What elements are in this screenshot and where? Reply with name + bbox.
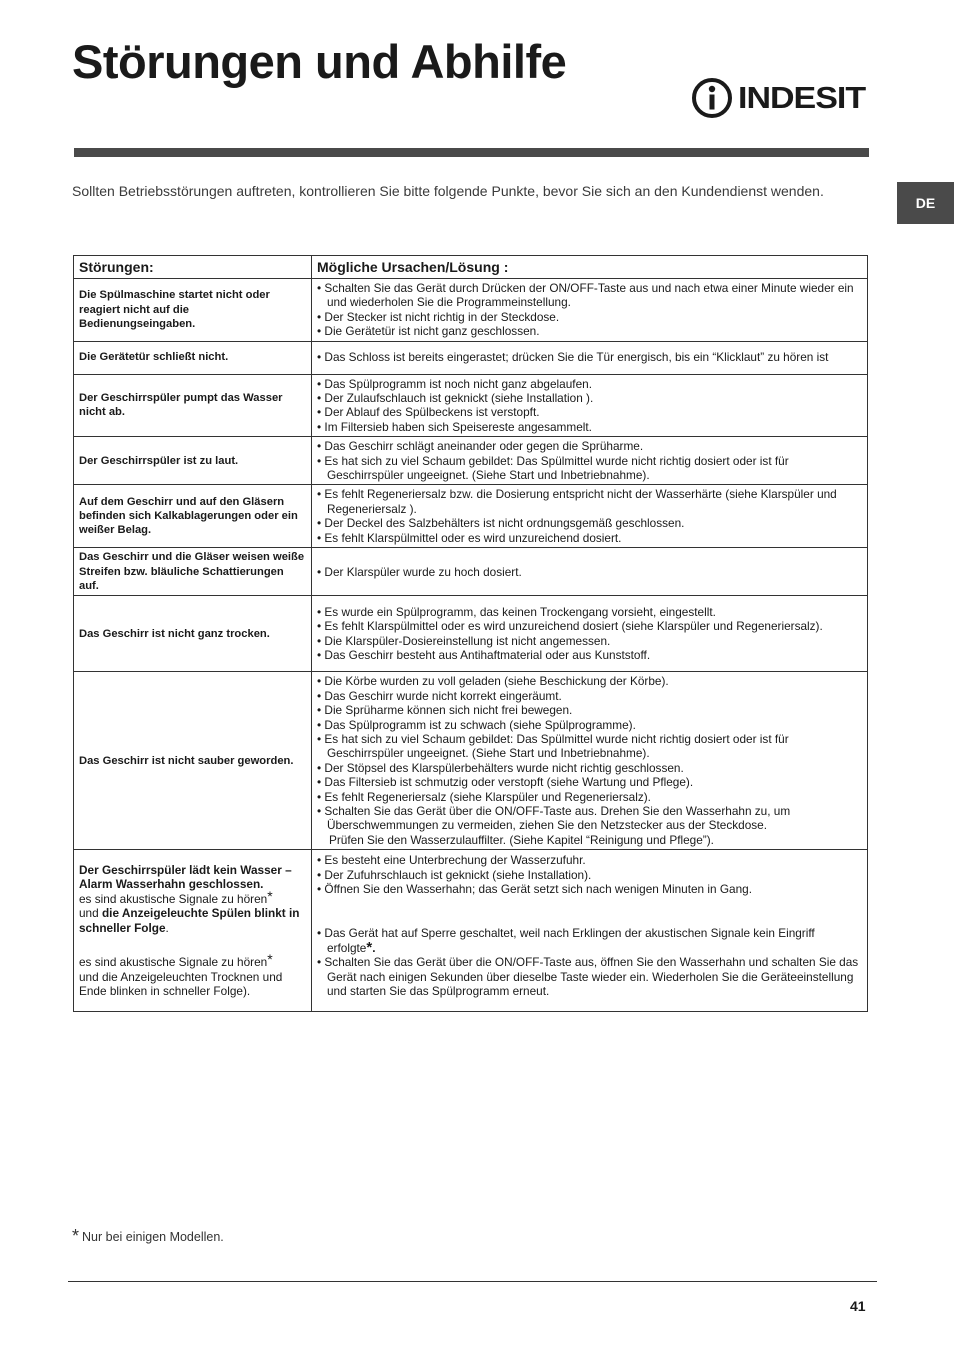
cause-text: Das Gerät hat auf Sperre geschaltet, weil nach Erklingen der akustischen Signale kein Eingriff erfolgte <box>324 926 815 955</box>
cause-item: • Es besteht eine Unterbrechung der Wasserzufuhr. <box>317 853 862 867</box>
cause-item: • Es hat sich zu viel Schaum gebildet: Das Spülmittel wurde nicht richtig dosiert oder ist für Geschirrspüler ungeeignet. (Siehe Start und Inbetriebnahme). <box>317 732 862 761</box>
asterisk-mark: * <box>366 938 373 956</box>
cause-item: • Es wurde ein Spülprogramm, das keinen Trockengang vorsieht, eingestellt. <box>317 605 862 619</box>
cause-item: • Das Geschirr besteht aus Antihaftmaterial oder aus Kunststoff. <box>317 648 862 662</box>
cause-item <box>317 926 862 955</box>
cause-item: • Der Stöpsel des Klarspülerbehälters wurde nicht richtig geschlossen. <box>317 761 862 775</box>
problem-text: es sind akustische Signale zu hören <box>79 891 268 906</box>
cause-item: • Der Ablauf des Spülbeckens ist verstopft. <box>317 405 862 419</box>
brand-name: INDESIT <box>738 80 866 115</box>
cause-item: • Die Körbe wurden zu voll geladen (siehe Beschickung der Körbe). <box>317 674 862 688</box>
problem-cell: Das Geschirr und die Gläser weisen weiße Streifen bzw. bläuliche Schattierungen auf. <box>74 548 312 596</box>
cause-item: • Das Geschirr wurde nicht korrekt eingeräumt. <box>317 689 862 703</box>
table-row <box>74 850 868 1012</box>
causes-cell <box>312 341 868 374</box>
cause-item: • Schalten Sie das Gerät über die ON/OFF-Taste aus, öffnen Sie den Wasserhahn und schalten Sie das Gerät nach einigen Sekunden über dieselbe Taste wieder ein. Wiederholen Sie die Geräteeinstellung und starten Sie das Spülprogramm erneut. <box>317 955 862 998</box>
footnote <box>72 1226 224 1247</box>
problem-cell <box>74 850 312 1012</box>
column-header-causes: Mögliche Ursachen/Lösung : <box>312 256 868 279</box>
column-header-problems: Störungen: <box>74 256 312 279</box>
problem-cell: Die Spülmaschine startet nicht oder reagiert nicht auf die Bedienungseingaben. <box>74 279 312 342</box>
problem-emphasis: die Anzeigeleuchte Spülen blinkt in schneller Folge <box>79 906 300 935</box>
causes-cell <box>312 485 868 548</box>
footnote-text: Nur bei einigen Modellen. <box>82 1230 224 1244</box>
problem-cell: Die Gerätetür schließt nicht. <box>74 341 312 374</box>
causes-cell <box>312 548 868 596</box>
cause-item: • Öffnen Sie den Wasserhahn; das Gerät setzt sich nach wenigen Minuten in Gang. <box>317 882 862 896</box>
problem-cell: Das Geschirr ist nicht sauber geworden. <box>74 672 312 850</box>
table-row <box>74 437 868 485</box>
cause-item: • Der Deckel des Salzbehälters ist nicht ordnungsgemäß geschlossen. <box>317 516 862 530</box>
causes-cell <box>312 850 868 1012</box>
cause-item: • Die Klarspüler-Dosiereinstellung ist nicht angemessen. <box>317 634 862 648</box>
troubleshooting-table <box>73 255 868 1012</box>
problem-title: Der Geschirrspüler lädt kein Wasser – Alarm Wasserhahn geschlossen. <box>79 863 292 892</box>
causes-cell <box>312 672 868 850</box>
cause-item: • Der Stecker ist nicht richtig in der Steckdose. <box>317 310 862 324</box>
cause-item: • Im Filtersieb haben sich Speisereste angesammelt. <box>317 420 862 434</box>
cause-item: • Der Zufuhrschlauch ist geknickt (siehe Installation). <box>317 868 862 882</box>
table-row <box>74 374 868 437</box>
header-rule <box>74 148 869 157</box>
problem-cell: Auf dem Geschirr und auf den Gläsern befinden sich Kalkablagerungen oder ein weißer Belag. <box>74 485 312 548</box>
cause-item: • Es fehlt Klarspülmittel oder es wird unzureichend dosiert. <box>317 531 862 545</box>
cause-item: • Das Spülprogramm ist noch nicht ganz abgelaufen. <box>317 377 862 391</box>
problem-cell: Der Geschirrspüler ist zu laut. <box>74 437 312 485</box>
table-row <box>74 279 868 342</box>
cause-item: • Das Geschirr schlägt aneinander oder gegen die Sprüharme. <box>317 439 862 453</box>
cause-item: • Schalten Sie das Gerät über die ON/OFF-Taste aus. Drehen Sie den Wasserhahn zu, um Überschwemmungen zu vermeiden, ziehen Sie den Netzstecker aus der Steckdose. <box>317 804 862 833</box>
cause-item: • Der Klarspüler wurde zu hoch dosiert. <box>317 565 862 579</box>
table-row <box>74 341 868 374</box>
spacer <box>317 896 862 926</box>
causes-cell <box>312 437 868 485</box>
table-row <box>74 672 868 850</box>
footer-rule <box>68 1281 877 1282</box>
problem-text-end: . <box>165 920 169 935</box>
asterisk-mark: * <box>267 887 273 904</box>
cause-item: • Das Spülprogramm ist zu schwach (siehe Spülprogramme). <box>317 718 862 732</box>
cause-item: • Die Gerätetür ist nicht ganz geschlossen. <box>317 324 862 338</box>
footnote-asterisk: * <box>72 1226 80 1246</box>
cause-item: • Der Zulaufschlauch ist geknickt (siehe Installation ). <box>317 391 862 405</box>
problem-text: es sind akustische Signale zu hören <box>79 955 268 970</box>
cause-item: • Schalten Sie das Gerät durch Drücken der ON/OFF-Taste aus und nach etwa einer Minute wieder ein und wiederholen Sie die Programmeinstellung. <box>317 281 862 310</box>
problem-text: und die Anzeigeleuchten Trocknen und Ende blinken in schneller Folge). <box>79 969 283 998</box>
problem-cell: Der Geschirrspüler pumpt das Wasser nicht ab. <box>74 374 312 437</box>
table-row <box>74 485 868 548</box>
cause-item: • Das Filtersieb ist schmutzig oder verstopft (siehe Wartung und Pflege). <box>317 775 862 789</box>
causes-cell <box>312 596 868 672</box>
cause-item: • Die Sprüharme können sich nicht frei bewegen. <box>317 703 862 717</box>
cause-item: • Das Schloss ist bereits eingerastet; drücken Sie die Tür energisch, bis ein “Klicklaut” zu hören ist <box>317 350 862 364</box>
table-row <box>74 596 868 672</box>
table-header-row <box>74 256 868 279</box>
brand-logo <box>690 74 870 122</box>
intro-text: Sollten Betriebsstörungen auftreten, kontrollieren Sie bitte folgende Punkte, bevor Sie sich an den Kundendienst wenden. <box>72 183 824 199</box>
cause-item: • Es fehlt Regeneriersalz bzw. die Dosierung entspricht nicht der Wasserhärte (siehe Klarspüler und Regeneriersalz ). <box>317 487 862 516</box>
cause-item: • Es hat sich zu viel Schaum gebildet: Das Spülmittel wurde nicht richtig dosiert oder ist für Geschirrspüler ungeeignet. (Siehe Start und Inbetriebnahme). <box>317 454 862 483</box>
problem-text: und <box>79 906 99 921</box>
cause-text-end: . <box>372 940 376 955</box>
page-number: 41 <box>850 1298 866 1314</box>
problem-cell: Das Geschirr ist nicht ganz trocken. <box>74 596 312 672</box>
cause-item: • Es fehlt Klarspülmittel oder es wird unzureichend dosiert (siehe Klarspüler und Regeneriersalz). <box>317 619 862 633</box>
asterisk-mark: * <box>267 951 273 968</box>
cause-extra-line: Prüfen Sie den Wasserzulauffilter. (Siehe Kapitel “Reinigung und Pflege”). <box>329 832 714 847</box>
causes-cell <box>312 279 868 342</box>
table-row <box>74 548 868 596</box>
indesit-logo-icon <box>690 76 734 120</box>
causes-cell <box>312 374 868 437</box>
cause-item: • Es fehlt Regeneriersalz (siehe Klarspüler und Regeneriersalz). <box>317 790 862 804</box>
language-tab: DE <box>897 182 954 224</box>
page-title: Störungen und Abhilfe <box>72 35 567 88</box>
